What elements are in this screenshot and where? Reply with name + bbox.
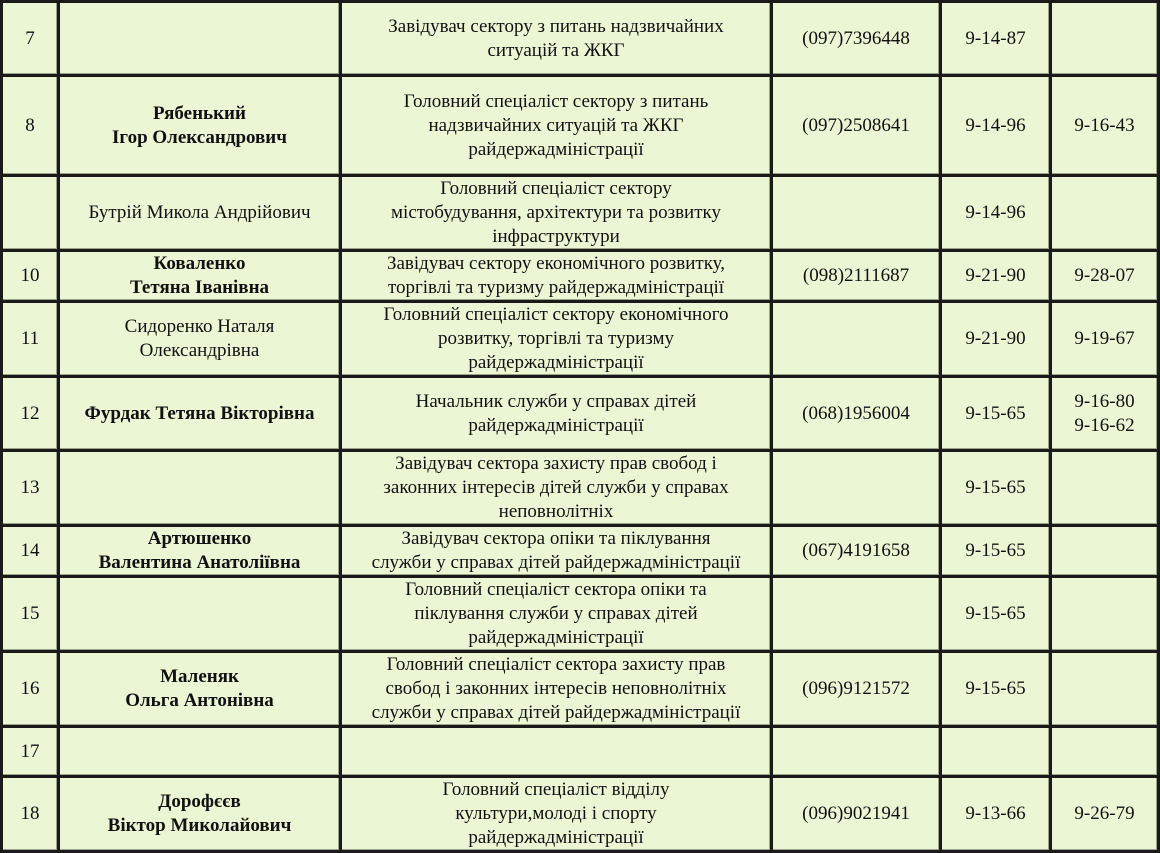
additional-phone: 9-28-07 [1049, 249, 1160, 300]
row-number: 8 [0, 74, 57, 174]
table-row [0, 249, 1160, 300]
table-row [0, 375, 1160, 449]
table-row [0, 74, 1160, 174]
employee-name: Артюшенко Валентина Анатоліївна [57, 524, 339, 575]
mobile-phone: (097)7396448 [770, 0, 939, 74]
table-row [0, 575, 1160, 650]
mobile-phone: (068)1956004 [770, 375, 939, 449]
table-row [0, 449, 1160, 524]
mobile-phone [770, 174, 939, 249]
additional-phone [1049, 0, 1160, 74]
employee-name: Дорофєєв Віктор Миколайович [57, 775, 339, 853]
mobile-phone: (096)9121572 [770, 650, 939, 725]
employee-name: Коваленко Тетяна Іванівна [57, 249, 339, 300]
office-phone: 9-14-96 [939, 174, 1049, 249]
additional-phone: 9-16-80 9-16-62 [1049, 375, 1160, 449]
additional-phone [1049, 174, 1160, 249]
mobile-phone [770, 300, 939, 375]
row-number: 14 [0, 524, 57, 575]
office-phone: 9-14-87 [939, 0, 1049, 74]
employee-name: Рябенький Ігор Олександрович [57, 74, 339, 174]
mobile-phone: (098)2111687 [770, 249, 939, 300]
additional-phone [1049, 575, 1160, 650]
table-row [0, 775, 1160, 853]
table-row [0, 524, 1160, 575]
office-phone: 9-21-90 [939, 300, 1049, 375]
office-phone: 9-13-66 [939, 775, 1049, 853]
employee-position: Головний спеціаліст сектору економічного розвитку, торгівлі та туризму райдержадміністрації [339, 300, 770, 375]
row-number: 11 [0, 300, 57, 375]
employee-name: Маленяк Ольга Антонівна [57, 650, 339, 725]
employee-name [57, 575, 339, 650]
additional-phone [1049, 650, 1160, 725]
mobile-phone [770, 449, 939, 524]
office-phone: 9-15-65 [939, 375, 1049, 449]
mobile-phone [770, 725, 939, 775]
employee-position: Завідувач сектору з питань надзвичайних ситуацій та ЖКГ [339, 0, 770, 74]
employee-position: Головний спеціаліст сектора захисту прав свобод і законних інтересів неповнолітніх служби у справах дітей райдержадміністрації [339, 650, 770, 725]
table-row [0, 650, 1160, 725]
additional-phone [1049, 524, 1160, 575]
row-number: 13 [0, 449, 57, 524]
employee-position [339, 725, 770, 775]
table-row [0, 174, 1160, 249]
office-phone: 9-15-65 [939, 650, 1049, 725]
row-number: 7 [0, 0, 57, 74]
employee-position: Завідувач сектору економічного розвитку, торгівлі та туризму райдержадміністрації [339, 249, 770, 300]
table-row [0, 0, 1160, 74]
row-number: 12 [0, 375, 57, 449]
employee-position: Начальник служби у справах дітей райдержадміністрації [339, 375, 770, 449]
employee-name: Бутрій Микола Андрійович [57, 174, 339, 249]
employee-position: Головний спеціаліст сектора опіки та піклування служби у справах дітей райдержадміністрації [339, 575, 770, 650]
mobile-phone: (097)2508641 [770, 74, 939, 174]
row-number: 16 [0, 650, 57, 725]
office-phone: 9-15-65 [939, 449, 1049, 524]
mobile-phone [770, 575, 939, 650]
row-number: 17 [0, 725, 57, 775]
employee-position: Завідувач сектора опіки та піклування служби у справах дітей райдержадміністрації [339, 524, 770, 575]
office-phone [939, 725, 1049, 775]
office-phone: 9-15-65 [939, 575, 1049, 650]
employee-position: Головний спеціаліст сектору з питань надзвичайних ситуацій та ЖКГ райдержадміністрації [339, 74, 770, 174]
additional-phone [1049, 725, 1160, 775]
mobile-phone: (067)4191658 [770, 524, 939, 575]
employee-name [57, 0, 339, 74]
employee-position: Завідувач сектора захисту прав свобод і законних інтересів дітей служби у справах неповнолітніх [339, 449, 770, 524]
additional-phone: 9-16-43 [1049, 74, 1160, 174]
office-phone: 9-14-96 [939, 74, 1049, 174]
additional-phone [1049, 449, 1160, 524]
office-phone: 9-15-65 [939, 524, 1049, 575]
employee-position: Головний спеціаліст відділу культури,молоді і спорту райдержадміністрації [339, 775, 770, 853]
employee-name [57, 725, 339, 775]
additional-phone: 9-19-67 [1049, 300, 1160, 375]
employee-name: Сидоренко Наталя Олександрівна [57, 300, 339, 375]
row-number: 15 [0, 575, 57, 650]
table-row [0, 300, 1160, 375]
mobile-phone: (096)9021941 [770, 775, 939, 853]
row-number [0, 174, 57, 249]
office-phone: 9-21-90 [939, 249, 1049, 300]
employee-position: Головний спеціаліст сектору містобудування, архітектури та розвитку інфраструктури [339, 174, 770, 249]
row-number: 10 [0, 249, 57, 300]
row-number: 18 [0, 775, 57, 853]
table-row [0, 725, 1160, 775]
employee-name: Фурдак Тетяна Вікторівна [57, 375, 339, 449]
employee-name [57, 449, 339, 524]
additional-phone: 9-26-79 [1049, 775, 1160, 853]
